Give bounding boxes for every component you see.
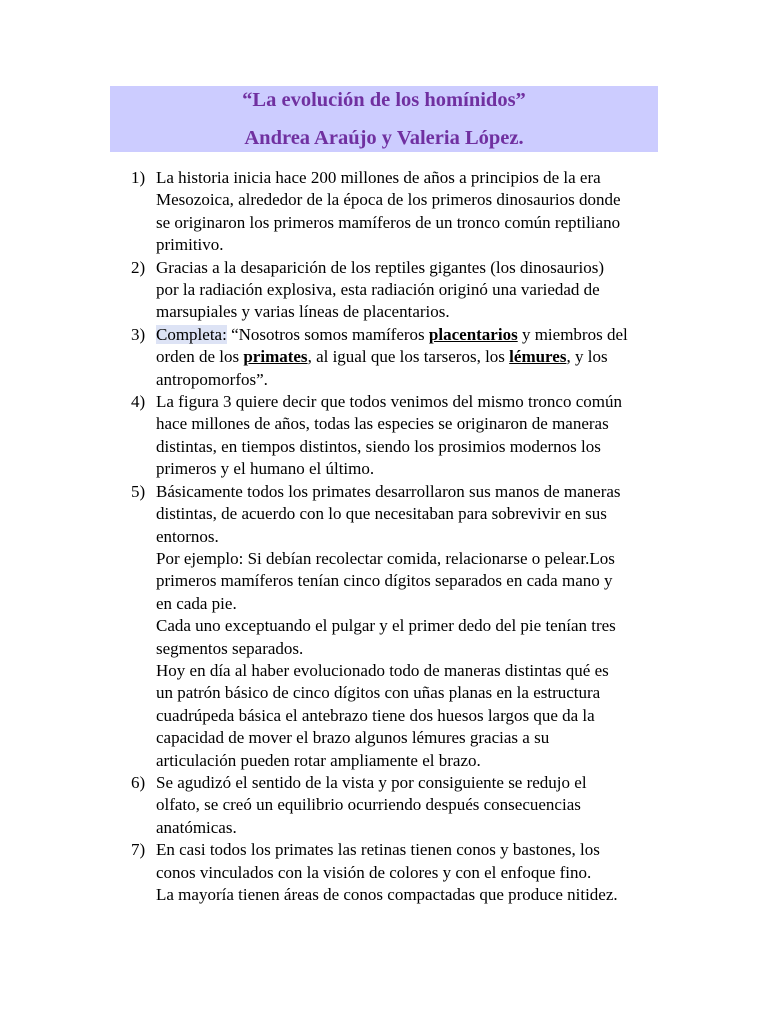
item-line: Gracias a la desaparición de los reptiles gigantes (los dinosaurios) [156,257,605,277]
item-number: 4) [131,392,146,412]
item-line: articulación pueden rotar ampliamente el brazo. [156,750,481,770]
item-line [156,346,670,368]
item-line: anatómicas. [156,817,237,837]
item-line: Básicamente todos los primates desarrollaron sus manos de maneras [156,481,621,501]
item-line: Cada uno exceptuando el pulgar y el primer dedo del pie tenían tres [156,616,616,636]
item-line [156,324,670,346]
item-line: primeros y el humano el último. [156,459,375,479]
item-number: 5) [131,481,146,501]
item-line: Por ejemplo: Si debían recolectar comida, relacionarse o pelear.Los [156,548,615,568]
item-line: La mayoría tienen áreas de conos compactadas que produce nitidez. [156,885,618,904]
item-line: un patrón básico de cinco dígitos con uñas planas en la estructura [156,683,601,703]
title-banner [110,86,658,152]
item-line: Se agudizó el sentido de la vista y por consiguiente se redujo el [156,772,587,792]
list-item-4 [110,391,670,481]
list-item-7 [110,839,670,906]
item-line: se originaron los primeros mamíferos de un tronco común reptiliano [156,212,621,232]
item-line: La figura 3 quiere decir que todos venimos del mismo tronco común [156,392,622,412]
item-number: 1) [131,168,146,187]
list-item-2 [110,257,670,324]
list-item-1 [110,167,670,257]
item-line: hace millones de años, todas las especies se originaron de maneras [156,414,609,434]
item-line: distintas, de acuerdo con lo que necesitaban para sobrevivir en sus [156,504,607,524]
item-line: primeros mamíferos tenían cinco dígitos separados en cada mano y [156,571,613,591]
item-number: 2) [131,257,146,277]
item-line: olfato, se creó un equilibrio ocurriendo después consecuencias [156,795,581,815]
item-line: capacidad de mover el brazo algunos lémures gracias a su [156,728,550,748]
answer-placentarios: placentarios [428,324,518,344]
item-line: La historia inicia hace 200 millones de años a principios de la era [156,168,601,187]
item-line: Hoy en día al haber evolucionado todo de maneras distintas qué es [156,660,609,680]
item-line: entornos. [156,526,219,546]
highlighted-label: Completa: [156,324,227,344]
item-line: antropomorfos”. [156,369,268,389]
answer-lemures: lémures [509,347,567,367]
item-number: 7) [131,840,146,860]
item-text: , y los [566,347,608,367]
item-text: , al igual que los tarseros, los [307,347,510,367]
item-line: en cada pie. [156,593,237,613]
list-item-5 [110,481,670,772]
numbered-list [110,167,670,906]
item-line: primitivo. [156,235,224,255]
list-item-6 [110,772,670,839]
item-text: orden de los [156,347,244,367]
item-line: distintas, en tiempos distintos, siendo los prosimios modernos los [156,436,601,456]
item-line: marsupiales y varias líneas de placentarios. [156,302,450,322]
item-line: Mesozoica, alrededor de la época de los primeros dinosaurios donde [156,190,621,210]
list-item-3 [110,324,670,391]
item-text: “Nosotros somos mamíferos [226,324,429,344]
item-line: En casi todos los primates las retinas tienen conos y bastones, los [156,840,600,860]
document-title: “La evolución de los homínidos” [242,89,526,111]
item-number: 6) [131,772,146,792]
item-line: por la radiación explosiva, esta radiación originó una variedad de [156,280,600,300]
item-line: cuadrúpeda básica el antebrazo tiene dos huesos largos que da la [156,705,595,725]
item-line: segmentos separados. [156,638,304,658]
item-line: conos vinculados con la visión de colores y con el enfoque fino. [156,862,592,882]
document-authors: Andrea Araújo y Valeria López. [244,127,524,149]
item-number: 3) [131,324,146,344]
answer-primates: primates [243,347,308,367]
item-text: y miembros del [517,324,628,344]
